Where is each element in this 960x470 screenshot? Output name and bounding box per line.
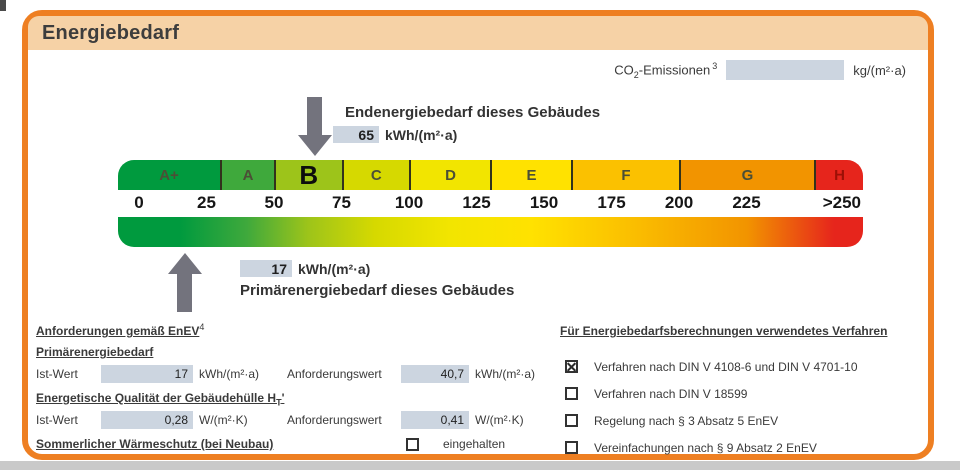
end-energy-label: Endenergiebedarf dieses Gebäudes	[345, 104, 601, 121]
scale-segment-letter: C	[370, 166, 382, 184]
co2-emissions-row	[614, 60, 906, 80]
primary-ist-value-field[interactable]: 17	[101, 365, 193, 383]
scale-segment-a	[220, 160, 274, 190]
scale-segment-b	[274, 160, 342, 190]
primary-energy-value-row	[240, 260, 370, 277]
scale-segment-letter: H	[834, 166, 845, 184]
methods-heading: Für Energiebedarfsberechnungen verwendetes Verfahren	[560, 324, 888, 338]
summer-heat-label: Sommerlicher Wärmeschutz (bei Neubau)	[36, 437, 274, 451]
scale-tick-250: >250	[822, 193, 861, 212]
primary-requirement-heading: Primärenergiebedarf	[36, 345, 154, 359]
method-item	[565, 440, 935, 455]
arrow-head	[168, 253, 202, 274]
method-item	[565, 359, 935, 374]
scale-tick-200: 200	[664, 193, 694, 212]
scale-segment-h	[814, 160, 863, 190]
summer-heat-checkbox[interactable]	[406, 438, 419, 451]
envelope-requirement-row	[36, 411, 524, 429]
energy-scale-gradient	[118, 217, 863, 247]
panel-header	[28, 16, 928, 50]
scale-tick-150: 150	[529, 193, 559, 212]
scale-segment-letter: E	[526, 166, 537, 184]
method-label: Verfahren nach DIN V 18599	[594, 386, 748, 401]
primary-energy-marker-arrow-icon	[168, 253, 202, 312]
scale-segment-letter: B	[299, 160, 319, 190]
primary-energy-label: Primärenergiebedarf dieses Gebäudes	[240, 282, 515, 299]
scale-segment-d	[409, 160, 490, 190]
anforderungswert-label: Anforderungswert	[287, 367, 382, 381]
primary-req-value-field[interactable]: 40,7	[401, 365, 469, 383]
scale-segment-letter: F	[621, 166, 631, 184]
scale-tick-125: 125	[462, 193, 491, 212]
energy-scale-bar	[118, 160, 863, 190]
method-checkbox[interactable]	[565, 441, 578, 454]
scale-segment-letter: A+	[159, 166, 179, 184]
method-label: Vereinfachungen nach § 9 Absatz 2 EnEV	[594, 440, 817, 455]
methods-list	[565, 347, 935, 455]
page-title: Energiebedarf	[42, 22, 180, 44]
primary-ist-unit: kWh/(m²·a)	[199, 367, 259, 381]
primary-requirement-row	[36, 365, 535, 383]
scale-tick-175: 175	[597, 193, 626, 212]
method-label: Regelung nach § 3 Absatz 5 EnEV	[594, 413, 779, 428]
scale-segment-g	[679, 160, 814, 190]
ist-wert-label: Ist-Wert	[36, 367, 78, 381]
ist-wert-label: Ist-Wert	[36, 413, 78, 427]
anforderungswert-label: Anforderungswert	[287, 413, 382, 427]
scale-segment-letter: D	[445, 166, 456, 184]
scale-tick-100: 100	[394, 193, 424, 212]
method-checkbox[interactable]	[565, 360, 578, 373]
scale-tick-25: 25	[197, 193, 216, 212]
scale-segment-letter: A	[242, 166, 254, 184]
primary-energy-unit: kWh/(m²·a)	[298, 260, 371, 277]
method-item	[565, 386, 935, 401]
scale-tick-75: 75	[332, 193, 351, 212]
requirements-heading: Anforderungen gemäß EnEV$^4$	[36, 322, 205, 338]
end-energy-unit: kWh/(m²·a)	[385, 126, 458, 143]
method-checkbox[interactable]	[565, 414, 578, 427]
arrow-shaft	[307, 97, 322, 135]
end-energy-marker-arrow-icon	[298, 97, 332, 156]
scale-tick-50: 50	[264, 193, 284, 212]
scale-segment-letter: G	[741, 166, 754, 184]
scale-segment-aplus	[118, 160, 220, 190]
envelope-req-unit: W/(m²·K)	[475, 413, 524, 427]
scale-segment-e	[490, 160, 571, 190]
scale-segment-c	[342, 160, 410, 190]
end-energy-value-row	[333, 126, 457, 143]
scan-artifact-strip	[0, 461, 960, 470]
scale-tick-225: 225	[732, 193, 761, 212]
envelope-requirement-heading: Energetische Qualität der Gebäudehülle $H_T'$	[36, 391, 285, 408]
end-energy-value-field[interactable]: 65	[333, 126, 379, 143]
co2-value-field[interactable]	[726, 60, 844, 80]
method-label: Verfahren nach DIN V 4108-6 und DIN V 4701-10	[594, 359, 858, 374]
co2-unit: kg/(m²·a)	[853, 62, 906, 78]
method-item	[565, 413, 935, 428]
arrow-shaft	[177, 274, 192, 312]
scale-tick-0: 0	[134, 193, 144, 212]
co2-emissions-label: $CO_2$-Emissionen $^3$	[614, 60, 718, 80]
summer-heat-suffix: eingehalten	[443, 437, 506, 451]
scale-segment-f	[571, 160, 679, 190]
envelope-req-value-field[interactable]: 0,41	[401, 411, 469, 429]
energiebedarf-panel	[22, 10, 934, 460]
method-checkbox[interactable]	[565, 387, 578, 400]
arrow-head	[298, 135, 332, 156]
envelope-ist-value-field[interactable]: 0,28	[101, 411, 193, 429]
scan-artifact-mark	[0, 0, 6, 11]
primary-req-unit: kWh/(m²·a)	[475, 367, 535, 381]
summer-heat-protection-row	[36, 437, 505, 451]
primary-energy-value-field[interactable]: 17	[240, 260, 292, 277]
scale-ticks	[118, 191, 863, 217]
envelope-ist-unit: W/(m²·K)	[199, 413, 248, 427]
